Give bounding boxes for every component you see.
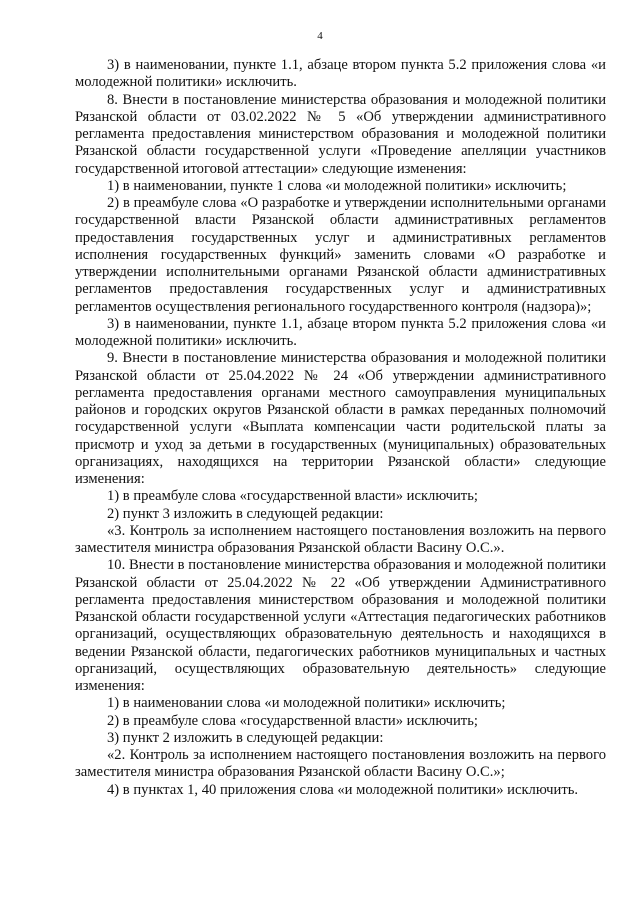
paragraph-section-10-item-1: 1) в наименовании слова «и молодежной политики» исключить; [107,695,506,712]
paragraph-section-8-item-1: 1) в наименовании, пункте 1 слова «и молодежной политики» исключить; [107,177,567,194]
paragraph-section-10-quote: «2. Контроль за исполнением настоящего постановления возложить на первого заместителя министра образования Рязанской области Васину О.С.»; [75,747,606,781]
paragraph-section-9: 9. Внести в постановление министерства образования и молодежной политики Рязанской области от 25.04.2022 № 24 «Об утверждении административного регламента предоставления органами местного самоуправления муниципальных районов и городских округов Рязанской области в рамках переданных полномочий государственной услуги «Выплата компенсации части родительской платы за присмотр и уход за детьми в государственных (муниципальных) образовательных организациях, находящихся на территории Рязанской области» следующие изменения: [75,350,606,487]
paragraph-section-8-item-3: 3) в наименовании, пункте 1.1, абзаце втором пункта 5.2 приложения слова «и молодежной политики» исключить. [75,315,606,349]
paragraph-section-10-item-4: 4) в пунктах 1, 40 приложения слова «и молодежной политики» исключить. [107,781,579,798]
paragraph-section-9-item-1: 1) в преамбуле слова «государственной власти» исключить; [107,488,478,505]
paragraph-section-8-item-2: 2) в преамбуле слова «О разработке и утверждении исполнительными органами государственной власти Рязанской области административных регламентов предоставления государственных услуг и административных регламентов исполнения государственных функций» заменить словами «О разработке и утверждении исполнительными органами Рязанской области административных регламентов предоставления государственных услуг и административных регламентов осуществления регионального государственного контроля (надзора)»; [75,195,606,315]
paragraph-item-3-continuation: 3) в наименовании, пункте 1.1, абзаце втором пункта 5.2 приложения слова «и молодежной политики» исключить. [75,57,606,91]
paragraph-section-10-item-2: 2) в преамбуле слова «государственной власти» исключить; [107,712,478,729]
paragraph-section-10-item-3: 3) пункт 2 изложить в следующей редакции: [107,729,384,746]
paragraph-section-8: 8. Внести в постановление министерства образования и молодежной политики Рязанской области от 03.02.2022 № 5 «Об утверждении административного регламента предоставления министерством образования и молодежной политики Рязанской области государственной услуги «Проведение апелляции участников государственной итоговой аттестации» следующие изменения: [75,91,606,177]
document-body [75,57,606,799]
paragraph-section-9-quote: «3. Контроль за исполнением настоящего постановления возложить на первого заместителя министра образования Рязанской области Васину О.С.». [75,522,606,556]
paragraph-section-10: 10. Внести в постановление министерства образования и молодежной политики Рязанской области от 25.04.2022 № 22 «Об утверждении Административного регламента предоставления министерством образования и молодежной политики Рязанской области государственной услуги «Аттестация педагогических работников организаций, осуществляющих образовательную деятельность и находящихся в ведении Рязанской области, педагогических работников муниципальных и частных организаций, осуществляющих образовательную деятельность» следующие изменения: [75,557,606,694]
paragraph-section-9-item-2: 2) пункт 3 изложить в следующей редакции: [107,505,384,522]
page-number: 4 [317,30,323,42]
